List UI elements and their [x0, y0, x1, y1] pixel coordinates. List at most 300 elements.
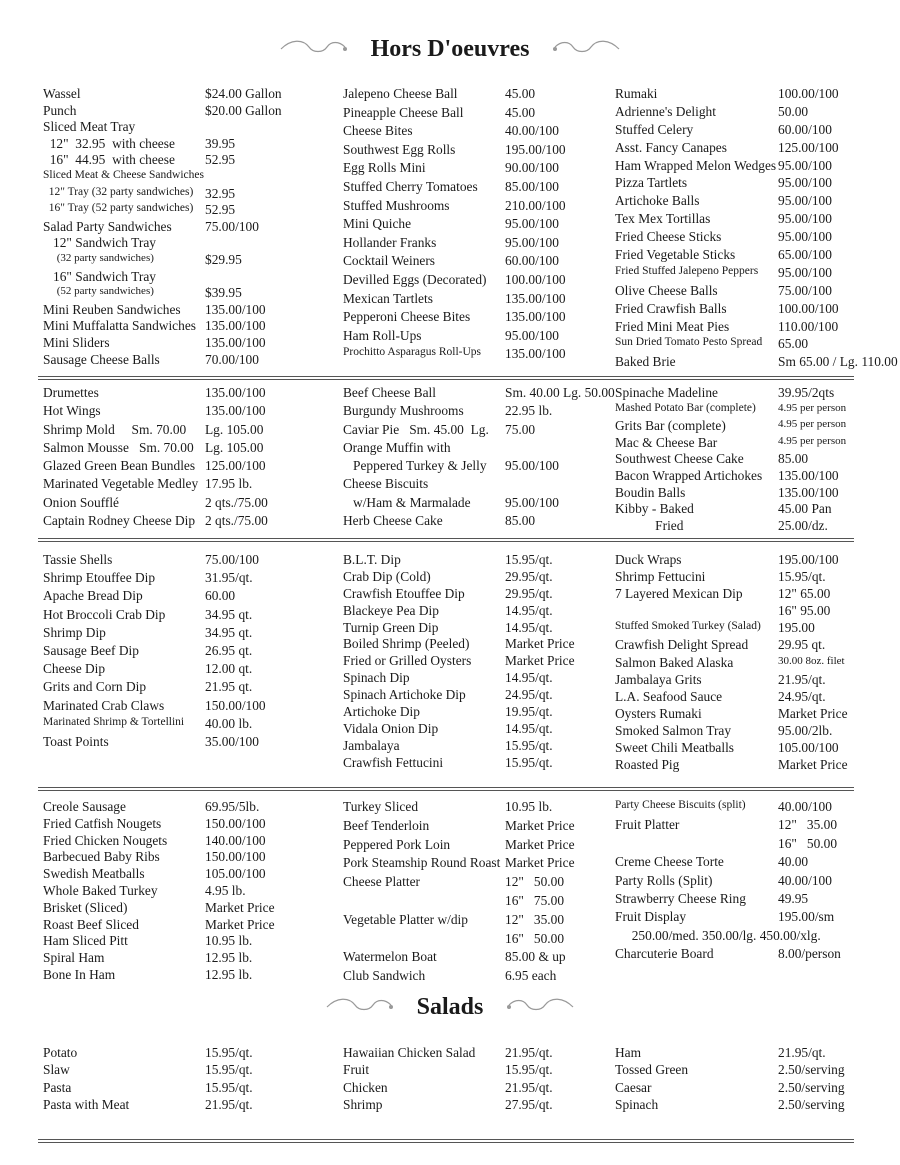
- menu-item-price: $24.00 Gallon: [205, 86, 282, 101]
- menu-item-price: 34.95 qt.: [205, 624, 253, 640]
- menu-item-name: Salmon Baked Alaska: [615, 654, 734, 670]
- menu-item-name: Boudin Balls: [615, 484, 686, 500]
- menu-item-name: Caesar: [615, 1079, 652, 1095]
- menu-item-name: Grits Bar (complete): [615, 418, 726, 434]
- menu-item-name: Mini Sliders: [43, 334, 110, 350]
- menu-item-name: Hawaiian Chicken Salad: [343, 1045, 476, 1060]
- menu-item-name: Asst. Fancy Canapes: [615, 139, 727, 155]
- menu-item-name: Creme Cheese Torte: [615, 854, 724, 870]
- menu-item-name: Sausage Beef Dip: [43, 642, 139, 658]
- menu-item-price: 135.00/100: [778, 467, 839, 483]
- menu-item-price: 15.95/qt.: [205, 1045, 253, 1060]
- menu-item-price: 40.00/100: [778, 799, 832, 814]
- menu-item-price: 49.95: [778, 890, 809, 906]
- menu-item-price: Market Price: [205, 916, 275, 932]
- menu-item-name: Hot Broccoli Crab Dip: [43, 606, 166, 622]
- menu-item-name: Vegetable Platter w/dip: [343, 911, 468, 927]
- menu-item-price: 29.95/qt.: [505, 568, 553, 584]
- menu-item-name: Fruit Platter: [615, 817, 680, 833]
- menu-item-name: L.A. Seafood Sauce: [615, 688, 723, 704]
- menu-item-name: Mashed Potato Bar (complete): [615, 401, 756, 414]
- menu-item-price: 95.00/100: [778, 211, 832, 227]
- menu-item-name: Marinated Crab Claws: [43, 697, 165, 713]
- menu-item-name: Shrimp Etouffee Dip: [43, 570, 156, 586]
- menu-item-price: Market Price: [505, 636, 575, 652]
- menu-item-name: Shrimp: [343, 1097, 383, 1113]
- menu-item-name: Cocktail Weiners: [343, 253, 436, 269]
- menu-item-name: Turnip Green Dip: [343, 619, 439, 635]
- menu-item-name: Party Rolls (Split): [615, 872, 713, 888]
- menu-item-price: 85.00: [505, 513, 536, 529]
- menu-item-price: 19.95/qt.: [505, 704, 553, 720]
- menu-item-price: 50.00: [778, 103, 809, 119]
- menu-item-price: Market Price: [505, 855, 575, 871]
- menu-item-name: Fried or Grilled Oysters: [343, 653, 472, 669]
- menu-item-name: Sliced Meat Tray: [43, 119, 136, 135]
- menu-item-name: Southwest Egg Rolls: [343, 141, 456, 157]
- menu-item-price: 16" 95.00: [778, 603, 831, 619]
- menu-item-price: 95.00/100: [505, 458, 559, 474]
- menu-item-price: 15.95/qt.: [505, 754, 553, 770]
- menu-item-name: Fried Chicken Nougets: [43, 832, 168, 848]
- menu-item-price: 8.00/person: [778, 946, 841, 962]
- menu-item-price: 2.50/serving: [778, 1062, 845, 1078]
- menu-item-name: Sweet Chili Meatballs: [615, 740, 735, 756]
- menu-item-name: Roast Beef Sliced: [43, 916, 139, 932]
- menu-item-price: 15.95/qt.: [505, 552, 553, 567]
- menu-item-price: 15.95/qt.: [205, 1062, 253, 1078]
- menu-item-price: 95.00/100: [778, 157, 832, 173]
- menu-item-price: 24.95/qt.: [505, 687, 553, 703]
- menu-item-name: Ham Sliced Pitt: [43, 933, 128, 949]
- menu-item-note: 250.00/med. 350.00/lg. 450.00/xlg.: [615, 927, 821, 943]
- menu-item-name: Grits and Corn Dip: [43, 679, 147, 695]
- menu-item-price: 65.00/100: [778, 247, 832, 263]
- menu-item-name: Jambalaya: [343, 737, 400, 753]
- menu-item-name: Mini Quiche: [343, 216, 412, 232]
- menu-item-price: 4.95 per person: [778, 401, 847, 414]
- menu-item-price: 95.00/100: [778, 193, 832, 209]
- menu-item-price: 52.95: [205, 202, 236, 218]
- section-divider: [38, 538, 854, 542]
- menu-item-name: Oysters Rumaki: [615, 705, 702, 721]
- menu-item-name: Tossed Green: [615, 1062, 689, 1078]
- menu-item-price: 75.00/100: [205, 552, 259, 567]
- menu-item-price: 195.00/100: [778, 552, 839, 567]
- menu-item-price: 4.95 per person: [778, 434, 847, 447]
- page-title: [0, 36, 900, 63]
- menu-item-price: 12.95 lb.: [205, 950, 253, 966]
- menu-item-name: Hot Wings: [43, 403, 101, 419]
- menu-item-name: Sliced Meat & Cheese Sandwiches: [43, 168, 204, 181]
- menu-item-name: Slaw: [43, 1062, 70, 1078]
- menu-item-name: Spinache Madeline: [615, 385, 718, 400]
- menu-item-name: Marinated Shrimp & Tortellini: [43, 715, 185, 728]
- menu-item-price: 195.00: [778, 620, 815, 636]
- menu-item-price: Market Price: [778, 705, 848, 721]
- right-swirl-icon: [551, 37, 621, 63]
- menu-item-price: 95.00/100: [505, 216, 559, 232]
- section-divider: [38, 376, 854, 380]
- menu-item-name: Bacon Wrapped Artichokes: [615, 467, 763, 483]
- menu-item-name: Fried: [615, 517, 684, 533]
- section-divider: [38, 1139, 854, 1143]
- menu-item-price: 2.50/serving: [778, 1097, 845, 1113]
- right-swirl-icon: [505, 995, 575, 1021]
- menu-item-price: 95.00/100: [778, 229, 832, 245]
- menu-item-name: Shrimp Fettucini: [615, 569, 706, 585]
- menu-item-price: 34.95 qt.: [205, 606, 253, 622]
- menu-item-price: 95.00/2lb.: [778, 722, 833, 738]
- menu-item-price: Lg. 105.00: [205, 421, 264, 437]
- menu-item-price: 12" 35.00: [778, 817, 838, 833]
- menu-item-price: 100.00/100: [778, 300, 839, 316]
- section-divider: [38, 787, 854, 791]
- menu-item-price: 135.00/100: [778, 484, 839, 500]
- menu-item-price: 12" 35.00: [505, 911, 565, 927]
- menu-item-name: 12" Sandwich Tray: [43, 235, 156, 251]
- menu-item-name: Whole Baked Turkey: [43, 882, 158, 898]
- menu-item-name: Southwest Cheese Cake: [615, 451, 744, 467]
- menu-item-name: Shrimp Mold Sm. 70.00: [43, 421, 187, 437]
- menu-item-price: 45.00: [505, 86, 536, 101]
- menu-item-price: 6.95 each: [505, 968, 557, 984]
- menu-item-name: Mac & Cheese Bar: [615, 434, 718, 450]
- menu-item-price: 135.00/100: [205, 318, 266, 334]
- menu-item-name: Punch: [43, 102, 77, 118]
- menu-item-name: Crab Dip (Cold): [343, 568, 431, 584]
- menu-item-name: Duck Wraps: [615, 552, 682, 567]
- menu-item-price: 17.95 lb.: [205, 476, 253, 492]
- menu-item-name: Stuffed Cherry Tomatoes: [343, 178, 478, 194]
- menu-item-price: 26.95 qt.: [205, 642, 253, 658]
- menu-item-price: 95.00/100: [778, 264, 832, 280]
- menu-item-price: 125.00/100: [205, 458, 266, 474]
- menu-item-name: Marinated Vegetable Medley: [43, 476, 199, 492]
- menu-item-price: 21.95/qt.: [505, 1079, 553, 1095]
- menu-item-name: Toast Points: [43, 733, 109, 749]
- menu-item-price: Market Price: [778, 757, 848, 773]
- menu-item-price: Market Price: [505, 817, 575, 833]
- menu-item-name: 12" Tray (32 party sandwiches): [43, 185, 194, 198]
- menu-item-price: 12" 65.00: [778, 586, 831, 602]
- menu-item-price: 70.00/100: [205, 351, 259, 367]
- menu-item-name: Vidala Onion Dip: [343, 720, 439, 736]
- menu-item-name: Cheese Biscuits: [343, 476, 429, 492]
- menu-item-price: 15.95/qt.: [778, 569, 826, 585]
- menu-item-name: Fried Vegetable Sticks: [615, 247, 736, 263]
- menu-item-price: 25.00/dz.: [778, 517, 828, 533]
- menu-item-name: Crawfish Delight Spread: [615, 637, 749, 653]
- menu-item-name: Captain Rodney Cheese Dip: [43, 513, 196, 529]
- menu-item-price: 150.00/100: [205, 697, 266, 713]
- menu-item-price: 29.95 qt.: [778, 637, 826, 653]
- menu-item-price: 75.00/100: [778, 282, 832, 298]
- menu-item-price: 95.00/100: [778, 175, 832, 191]
- menu-item-name: Party Cheese Biscuits (split): [615, 799, 746, 811]
- menu-item-price: 22.95 lb.: [505, 403, 553, 419]
- menu-item-name: Kibby - Baked: [615, 501, 694, 517]
- menu-item-price: 140.00/100: [205, 832, 266, 848]
- menu-item-name: Cheese Bites: [343, 123, 413, 139]
- menu-item-name: Spiral Ham: [43, 950, 105, 966]
- menu-item-name: Mexican Tartlets: [343, 290, 433, 306]
- menu-item-price: 15.95/qt.: [205, 1079, 253, 1095]
- menu-item-name: (52 party sandwiches): [43, 285, 154, 298]
- menu-item-price: 10.95 lb.: [205, 933, 253, 949]
- menu-item-price: $29.95: [205, 251, 242, 267]
- menu-item-name: Fruit Display: [615, 909, 687, 925]
- menu-item-price: 12.00 qt.: [205, 661, 253, 677]
- menu-item-name: Stuffed Smoked Turkey (Salad): [615, 620, 761, 633]
- menu-item-name: Onion Soufflé: [43, 494, 120, 510]
- menu-item-name: Adrienne's Delight: [615, 103, 716, 119]
- menu-item-name: Peppered Pork Loin: [343, 836, 451, 852]
- menu-item-name: Fried Stuffed Jalepeno Peppers: [615, 264, 759, 277]
- menu-item-name: Fruit: [343, 1062, 370, 1078]
- menu-item-name: 16" 44.95 with cheese: [43, 152, 175, 168]
- menu-item-name: Mini Muffalatta Sandwiches: [43, 318, 196, 334]
- menu-item-name: Ham: [615, 1045, 642, 1060]
- menu-item-name: Cheese Platter: [343, 874, 420, 890]
- menu-item-price: 21.95/qt.: [205, 1097, 253, 1113]
- menu-item-name: Sun Dried Tomato Pesto Spread: [615, 336, 763, 349]
- menu-item-price: Market Price: [505, 653, 575, 669]
- menu-item-price: 35.00/100: [205, 733, 259, 749]
- menu-item-price: 24.95/qt.: [778, 688, 826, 704]
- menu-item-name: Spinach Artichoke Dip: [343, 687, 466, 703]
- menu-item-price: 14.95/qt.: [505, 619, 553, 635]
- menu-item-name: 12" 32.95 with cheese: [43, 135, 175, 151]
- menu-item-price: 14.95/qt.: [505, 670, 553, 686]
- salads-title: [0, 994, 900, 1021]
- menu-item-price: 27.95/qt.: [505, 1097, 553, 1113]
- menu-item-price: 195.00/100: [505, 141, 566, 157]
- menu-item-name: Apache Bread Dip: [43, 588, 143, 604]
- menu-item-price: 45.00: [505, 104, 536, 120]
- menu-item-price: Sm. 40.00 Lg. 50.00: [505, 385, 615, 400]
- menu-item-price: Market Price: [505, 836, 575, 852]
- menu-item-price: 135.00/100: [505, 290, 566, 306]
- menu-item-price: $20.00 Gallon: [205, 102, 282, 118]
- menu-item-name: Salmon Mousse Sm. 70.00: [43, 439, 194, 455]
- menu-item-price: 60.00/100: [778, 121, 832, 137]
- menu-item-name: Fried Cheese Sticks: [615, 229, 722, 245]
- menu-item-price: 21.95/qt.: [778, 1045, 826, 1060]
- menu-item-name: Barbecued Baby Ribs: [43, 849, 160, 865]
- menu-item-name: Prochitto Asparagus Roll-Ups: [343, 346, 481, 359]
- left-swirl-icon: [279, 37, 349, 63]
- menu-item-price: 2 qts./75.00: [205, 494, 268, 510]
- menu-item-price: 14.95/qt.: [505, 720, 553, 736]
- menu-item-price: 2 qts./75.00: [205, 513, 268, 529]
- menu-item-price: 31.95/qt.: [205, 570, 253, 586]
- menu-item-name: (32 party sandwiches): [43, 251, 154, 264]
- menu-item-price: 100.00/100: [505, 271, 566, 287]
- menu-item-name: Pizza Tartlets: [615, 175, 688, 191]
- menu-item-price: 100.00/100: [778, 86, 839, 101]
- menu-item-name: Roasted Pig: [615, 757, 680, 773]
- menu-item-price: 30.00 8oz. filet: [778, 654, 845, 667]
- menu-item-name: Crawfish Etouffee Dip: [343, 585, 465, 601]
- menu-item-price: 14.95/qt.: [505, 602, 553, 618]
- menu-item-name: Watermelon Boat: [343, 949, 437, 965]
- menu-item-price: 12" 50.00: [505, 874, 565, 890]
- menu-item-price: 75.00: [505, 421, 536, 437]
- menu-item-price: 12.95 lb.: [205, 966, 253, 982]
- menu-item-price: 210.00/100: [505, 197, 566, 213]
- menu-item-price: 135.00/100: [205, 301, 266, 317]
- menu-item-price: 60.00/100: [505, 253, 559, 269]
- menu-item-name: Sausage Cheese Balls: [43, 351, 160, 367]
- menu-item-price: 90.00/100: [505, 160, 559, 176]
- menu-item-price: 29.95/qt.: [505, 585, 553, 601]
- menu-item-price: 21.95/qt.: [778, 671, 826, 687]
- menu-item-price: 85.00: [778, 451, 809, 467]
- menu-item-name: Potato: [43, 1045, 78, 1060]
- menu-item-name: Fried Crawfish Balls: [615, 300, 727, 316]
- menu-item-name: Charcuterie Board: [615, 946, 714, 962]
- menu-item-price: 21.95 qt.: [205, 679, 253, 695]
- menu-item-name: Orange Muffin with: [343, 439, 451, 455]
- menu-item-price: 110.00/100: [778, 318, 839, 334]
- menu-item-name: Chicken: [343, 1079, 388, 1095]
- menu-item-price: 75.00/100: [205, 218, 259, 234]
- menu-item-price: 45.00 Pan: [778, 501, 832, 517]
- menu-item-name: Shrimp Dip: [43, 624, 106, 640]
- menu-item-price: 16" 50.00: [505, 930, 565, 946]
- menu-item-price: 40.00/100: [505, 123, 559, 139]
- menu-item-name: Pepperoni Cheese Bites: [343, 309, 471, 325]
- left-swirl-icon: [325, 995, 395, 1021]
- menu-item-name: Caviar Pie Sm. 45.00 Lg.: [343, 421, 489, 437]
- menu-item-name: B.L.T. Dip: [343, 552, 401, 567]
- menu-item-price: 135.00/100: [205, 334, 266, 350]
- menu-item-name: Artichoke Balls: [615, 193, 700, 209]
- menu-item-name: Mini Reuben Sandwiches: [43, 301, 181, 317]
- menu-item-name: Cheese Dip: [43, 661, 106, 677]
- menu-item-price: 40.00: [778, 854, 809, 870]
- menu-item-name: Herb Cheese Cake: [343, 513, 443, 529]
- menu-item-name: Tassie Shells: [43, 552, 113, 567]
- menu-item-name: Creole Sausage: [43, 799, 126, 814]
- menu-item-name: Baked Brie: [615, 354, 676, 370]
- menu-item-name: Brisket (Sliced): [43, 899, 128, 915]
- menu-item-name: Ham Wrapped Melon Wedges: [615, 157, 777, 173]
- menu-item-name: Boiled Shrimp (Peeled): [343, 636, 470, 652]
- menu-item-price: 105.00/100: [778, 740, 839, 756]
- menu-item-price: 39.95/2qts: [778, 385, 835, 400]
- menu-item-price: 40.00 lb.: [205, 715, 253, 731]
- menu-item-name: Egg Rolls Mini: [343, 160, 426, 176]
- menu-item-price: 150.00/100: [205, 849, 266, 865]
- menu-item-name: Ham Roll-Ups: [343, 327, 422, 343]
- menu-item-name: Fried Catfish Nougets: [43, 815, 162, 831]
- menu-item-name: Burgundy Mushrooms: [343, 403, 464, 419]
- menu-item-name: Stuffed Mushrooms: [343, 197, 450, 213]
- menu-item-price: 95.00/100: [505, 494, 559, 510]
- menu-item-price: 135.00/100: [205, 403, 266, 419]
- menu-item-name: Peppered Turkey & Jelly: [343, 458, 487, 474]
- menu-item-price: 40.00/100: [778, 872, 832, 888]
- menu-item-price: 135.00/100: [505, 309, 566, 325]
- menu-item-price: 4.95 per person: [778, 418, 847, 431]
- menu-item-name: Smoked Salmon Tray: [615, 722, 732, 738]
- menu-item-name: Club Sandwich: [343, 968, 426, 984]
- menu-item-price: 85.00 & up: [505, 949, 566, 965]
- menu-item-price: 15.95/qt.: [505, 737, 553, 753]
- menu-item-price: 135.00/100: [505, 346, 566, 362]
- menu-item-name: Spinach: [615, 1097, 659, 1113]
- menu-item-price: 150.00/100: [205, 815, 266, 831]
- menu-item-name: 16" Tray (52 party sandwiches): [43, 202, 194, 215]
- menu-item-price: 69.95/5lb.: [205, 799, 260, 814]
- menu-item-name: Jambalaya Grits: [615, 671, 702, 687]
- menu-item-name: Swedish Meatballs: [43, 866, 145, 882]
- menu-item-price: 125.00/100: [778, 139, 839, 155]
- menu-item-name: Tex Mex Tortillas: [615, 211, 711, 227]
- menu-item-price: 16" 75.00: [505, 892, 565, 908]
- hors-doeuvres-title: Hors D'oeuvres: [370, 36, 530, 62]
- menu-item-price: $39.95: [205, 285, 242, 301]
- menu-item-name: Pasta: [43, 1079, 72, 1095]
- menu-item-price: 10.95 lb.: [505, 799, 553, 814]
- menu-item-name: Pasta with Meat: [43, 1097, 130, 1113]
- menu-item-name: 16" Sandwich Tray: [43, 268, 156, 284]
- menu-item-price: Market Price: [205, 899, 275, 915]
- menu-item-price: 60.00: [205, 588, 236, 604]
- menu-item-price: 95.00/100: [505, 327, 559, 343]
- menu-item-name: Stuffed Celery: [615, 121, 694, 137]
- menu-item-name: Hollander Franks: [343, 234, 437, 250]
- menu-item-name: Blackeye Pea Dip: [343, 602, 439, 618]
- menu-item-name: Artichoke Dip: [343, 704, 420, 720]
- menu-item-name: Bone In Ham: [43, 966, 116, 982]
- menu-item-name: Drumettes: [43, 385, 99, 400]
- menu-item-name: Spinach Dip: [343, 670, 410, 686]
- menu-item-name: Salad Party Sandwiches: [43, 218, 172, 234]
- menu-item-price: 21.95/qt.: [505, 1045, 553, 1060]
- menu-item-name: Wassel: [43, 86, 81, 101]
- menu-item-name: w/Ham & Marmalade: [343, 494, 471, 510]
- menu-item-price: 4.95 lb.: [205, 882, 246, 898]
- menu-item-price: 2.50/serving: [778, 1079, 845, 1095]
- menu-item-name: Fried Mini Meat Pies: [615, 318, 730, 334]
- menu-item-price: Lg. 105.00: [205, 439, 264, 455]
- salads-heading: Salads: [416, 994, 484, 1020]
- menu-item-price: Sm 65.00 / Lg. 110.00: [778, 354, 898, 370]
- menu-item-name: Glazed Green Bean Bundles: [43, 458, 196, 474]
- menu-item-name: Beef Cheese Ball: [343, 385, 436, 400]
- menu-item-price: 65.00: [778, 336, 809, 352]
- menu-item-price: 95.00/100: [505, 234, 559, 250]
- menu-item-price: 85.00/100: [505, 178, 559, 194]
- menu-item-price: 195.00/sm: [778, 909, 835, 925]
- menu-item-price: 32.95: [205, 185, 236, 201]
- menu-item-price: 16" 50.00: [778, 835, 838, 851]
- menu-item-price: 105.00/100: [205, 866, 266, 882]
- menu-item-price: 15.95/qt.: [505, 1062, 553, 1078]
- menu-item-price: 135.00/100: [205, 385, 266, 400]
- menu-item-price: 39.95: [205, 135, 236, 151]
- menu-item-name: 7 Layered Mexican Dip: [615, 586, 743, 602]
- menu-item-name: Rumaki: [615, 86, 658, 101]
- menu-item-name: Strawberry Cheese Ring: [615, 890, 746, 906]
- menu-item-name: Jalepeno Cheese Ball: [343, 86, 458, 101]
- menu-item-name: Devilled Eggs (Decorated): [343, 271, 487, 287]
- menu-item-name: Pineapple Cheese Ball: [343, 104, 464, 120]
- menu-item-name: Crawfish Fettucini: [343, 754, 444, 770]
